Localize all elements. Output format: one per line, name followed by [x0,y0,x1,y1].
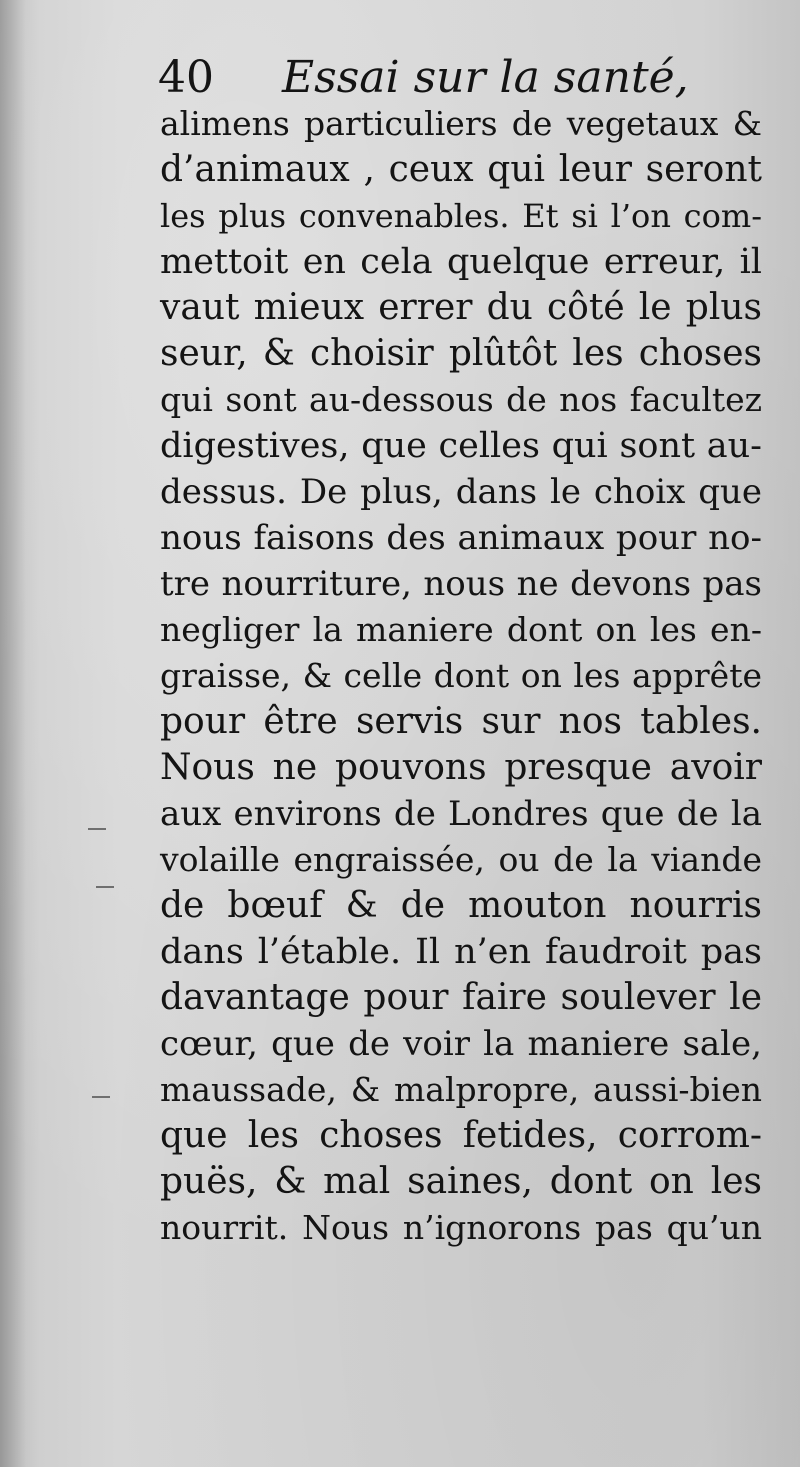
text-line: volaille engraissée, ou de la viande [160,840,762,879]
text-line: nourrit. Nous n’ignorons pas qu’un [160,1208,762,1247]
text-line: graisse, & celle dont on les apprête [160,656,762,695]
margin-mark [96,886,114,888]
text-line: negliger la maniere dont on les en- [160,610,762,649]
text-line: Nous ne pouvons presque avoir [160,747,762,788]
text-line: qui sont au-dessous de nos facultez [160,380,762,419]
margin-mark [92,1096,110,1098]
text-line: de bœuf & de mouton nourris [160,885,762,926]
margin-mark [88,828,106,830]
body-text [160,101,762,1251]
text-line: aux environs de Londres que de la [160,794,762,834]
text-line: puës, & mal saines, dont on les [160,1161,762,1202]
text-line: dessus. De plus, dans le choix que [160,472,762,512]
text-line: les plus convenables. Et si l’on com- [160,197,762,235]
text-line: seur, & choisir plûtôt les choses [160,333,762,374]
text-line: nous faisons des animaux pour no- [160,518,762,558]
running-title: Essai sur la santé, [282,52,689,103]
text-line: vaut mieux errer du côté le plus [160,287,762,328]
text-line: tre nourriture, nous ne devons pas [160,564,762,604]
text-line: alimens particuliers de vegetaux & [160,104,762,143]
text-line: que les choses fetides, corrom- [160,1115,762,1156]
running-head [158,48,689,108]
text-line: cœur, que de voir la maniere sale, [160,1024,762,1064]
text-line: maussade, & malpropre, aussi-bien [160,1070,762,1109]
text-line: dans l’étable. Il n’en faudroit pas [160,932,762,972]
page-gutter-shadow [0,0,26,1467]
text-line: d’animaux , ceux qui leur seront [160,149,762,190]
page-number: 40 [158,52,214,103]
text-line: davantage pour faire soulever le [160,977,762,1018]
text-line: digestives, que celles qui sont au- [160,426,762,466]
text-line: pour être servis sur nos tables. [160,701,762,742]
text-line: mettoit en cela quelque erreur, il [160,242,762,282]
